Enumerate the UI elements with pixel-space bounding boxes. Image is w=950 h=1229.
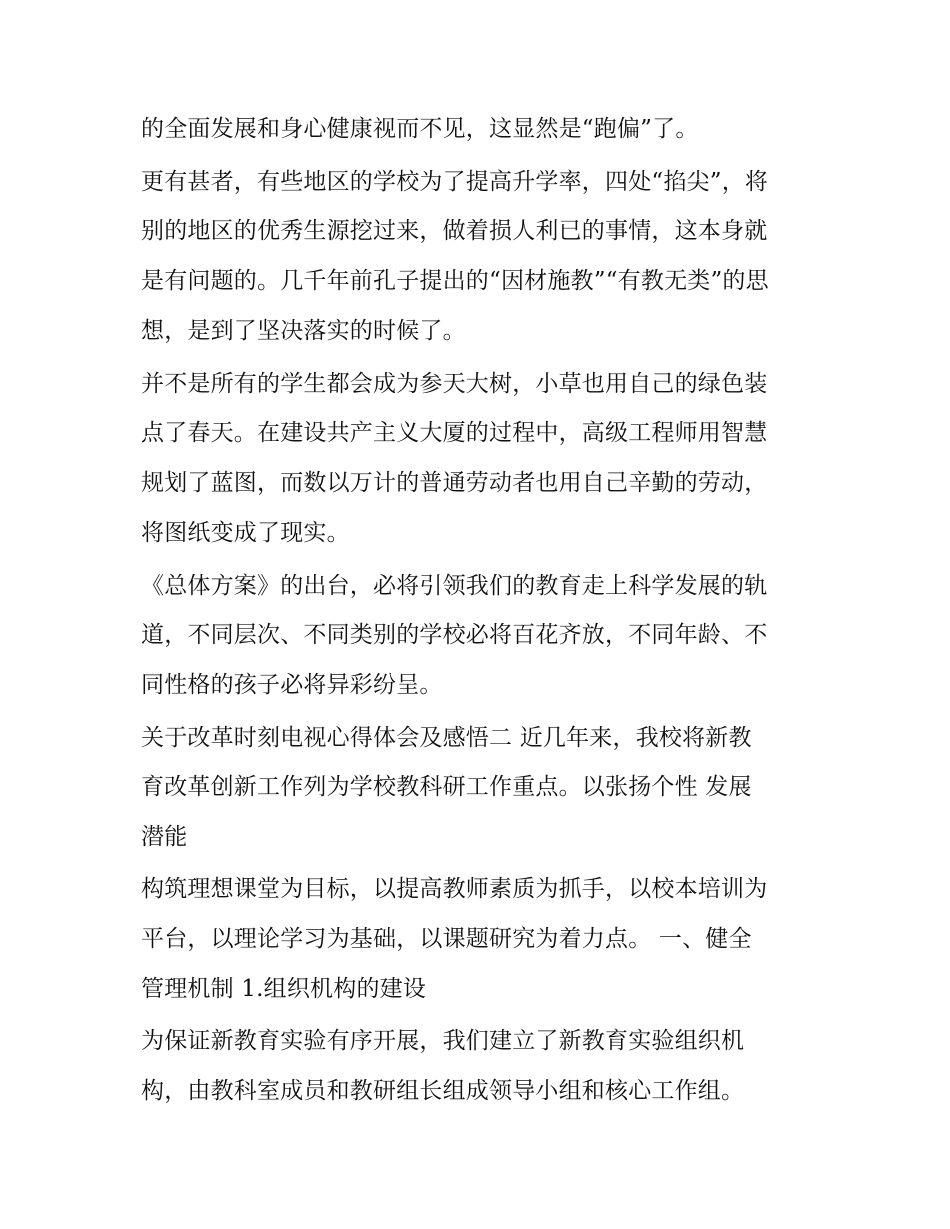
text-line: 潜能: [141, 824, 188, 850]
text-line: 同性格的孩子必将异彩纷呈。: [141, 672, 443, 698]
text-line: 并不是所有的学生都会成为参天大树，小草也用自己的绿色装: [141, 371, 768, 397]
text-line: 育改革创新工作列为学校教科研工作重点。以张扬个性 发展: [141, 774, 752, 800]
text-line: 点了春天。在建设共产主义大厦的过程中，高级工程师用智慧: [141, 420, 768, 446]
text-line: 关于改革时刻电视心得体会及感悟二 近几年来，我校将新教: [141, 725, 752, 751]
text-line: 想，是到了坚决落实的时候了。: [141, 318, 466, 344]
text-line: 《总体方案》的出台，必将引领我们的教育走上科学发展的轨: [141, 573, 768, 599]
text-line: 别的地区的优秀生源挖过来，做着损人利已的事情，这本身就: [141, 218, 768, 244]
text-line: 的全面发展和身心健康视而不见，这显然是“跑偏”了。: [141, 116, 699, 142]
text-line: 管理机制 1.组织机构的建设: [141, 976, 427, 1002]
text-line: 将图纸变成了现实。: [141, 520, 350, 546]
text-line: 道，不同层次、不同类别的学校必将百花齐放，不同年龄、不: [141, 622, 768, 648]
text-line: 构，由教科室成员和教研组长组成领导小组和核心工作组。: [141, 1078, 745, 1104]
text-line: 是有问题的。几千年前孔子提出的“因材施教”“有教无类”的思: [141, 268, 769, 294]
text-line: 更有甚者，有些地区的学校为了提高升学率，四处“掐尖”，将: [141, 169, 769, 195]
text-line: 构筑理想课堂为目标，以提高教师素质为抓手，以校本培训为: [141, 876, 768, 902]
text-line: 规划了蓝图，而数以万计的普通劳动者也用自己辛勤的劳动，: [141, 470, 768, 496]
text-line: 为保证新教育实验有序开展，我们建立了新教育实验组织机: [141, 1028, 745, 1054]
text-line: 平台，以理论学习为基础，以课题研究为着力点。 一、健全: [141, 926, 752, 952]
